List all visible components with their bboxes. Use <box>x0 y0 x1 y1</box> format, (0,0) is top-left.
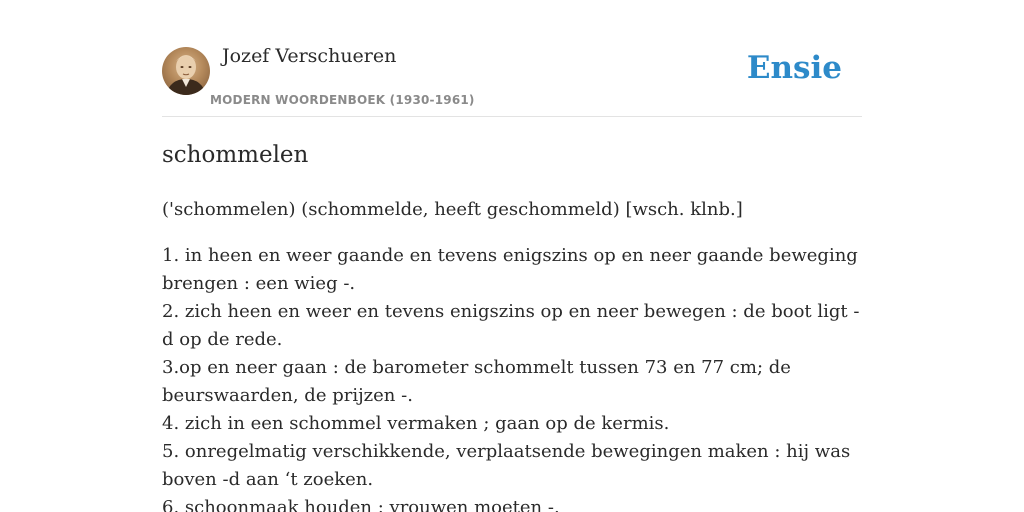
page-header <box>162 0 862 117</box>
entry-title: schommelen <box>162 142 309 168</box>
author-portrait-icon <box>162 47 210 95</box>
source-label: MODERN WOORDENBOEK (1930-1961) <box>210 93 475 107</box>
definition-item: 2. zich heen en weer en tevens enigszins op en neer bewegen : de boot ligt -d op de rede. <box>162 301 860 350</box>
definition-item: 3.op en neer gaan : de barometer schommelt tussen 73 en 77 cm; de beurswaarden, de prijzen -. <box>162 357 791 406</box>
definition-item: 4. zich in een schommel vermaken ; gaan op de kermis. <box>162 413 670 434</box>
definition-item: 6. schoonmaak houden : vrouwen moeten -. <box>162 497 560 512</box>
author-name[interactable]: Jozef Verschueren <box>222 45 397 67</box>
entry-grammar: ('schommelen) (schommelde, heeft geschommeld) [wsch. klnb.] <box>162 199 743 220</box>
definition-item: 1. in heen en weer gaande en tevens enigszins op en neer gaande beweging brengen : een wieg -. <box>162 245 858 294</box>
definition-list <box>162 242 862 512</box>
entry-content <box>162 138 862 512</box>
definition-item: 5. onregelmatig verschikkende, verplaatsende bewegingen maken : hij was boven -d aan ‘t zoeken. <box>162 441 851 490</box>
ensie-logo[interactable]: Ensie <box>746 50 842 86</box>
author-avatar[interactable] <box>162 47 210 95</box>
